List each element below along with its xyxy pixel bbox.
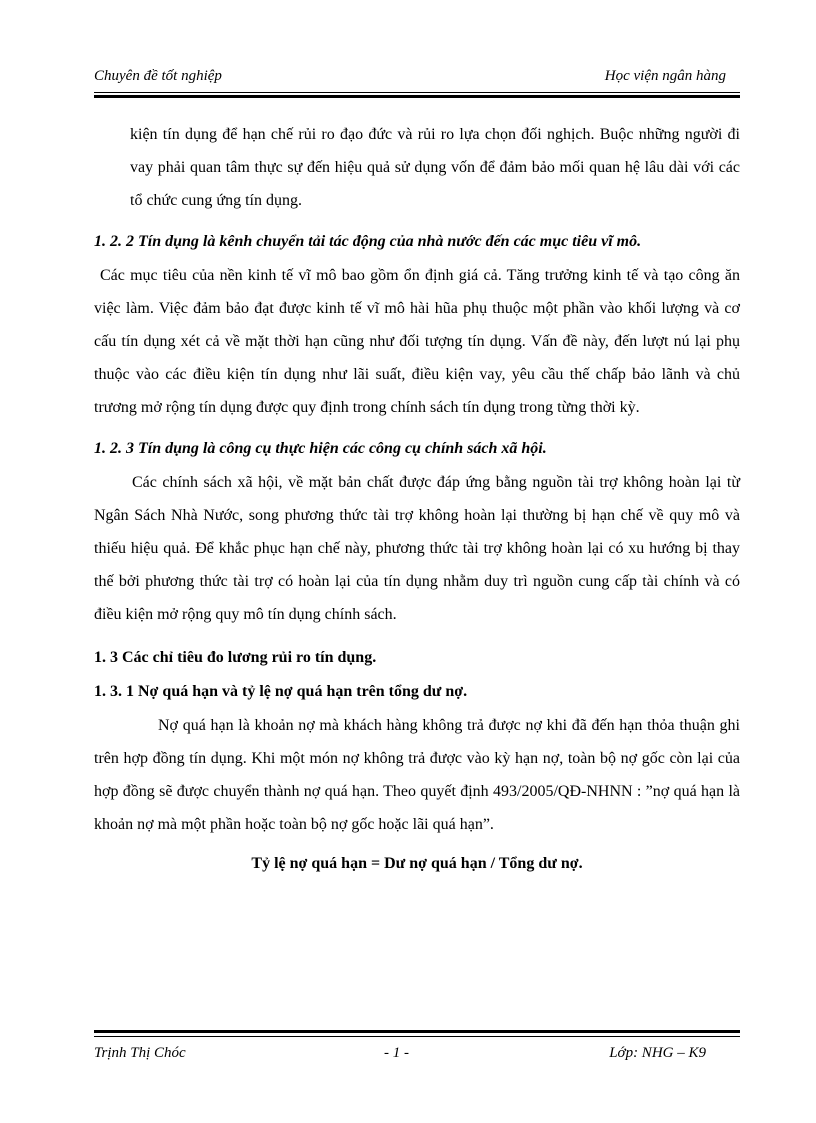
header-rule-thin (94, 92, 740, 93)
footer-rule-thick (94, 1030, 740, 1033)
heading-1-3: 1. 3 Các chỉ tiêu đo lương rủi ro tín dụng. (94, 649, 377, 666)
page-footer (94, 1045, 740, 1067)
heading-1-3-1: 1. 3. 1 Nợ quá hạn và tỷ lệ nợ quá hạn trên tổng dư nợ. (94, 683, 468, 700)
header-institution: Học viện ngân hàng (604, 68, 726, 84)
footer-rule-thin (94, 1036, 740, 1037)
page-header (94, 68, 740, 90)
footer-class: Lớp: NHG – K9 (609, 1045, 706, 1061)
paragraph-intro: kiện tín dụng để hạn chế rủi ro đạo đức và rủi ro lựa chọn đối nghịch. Buộc những người đi vay phải quan tâm thực sự đến hiệu quả sử dụng vốn để đảm bảo mối quan hệ lâu dài với các tổ chức cung ứng tín dụng. (130, 126, 740, 209)
paragraph-1-2-3: Các chính sách xã hội, về mặt bản chất được đáp ứng bằng nguồn tài trợ không hoàn lại từ Ngân Sách Nhà Nước, song phương thức tài trợ không hoàn lại thường bị hạn chế về quy mô và thiếu hiệu quả. Để khắc phục hạn chế này, phương thức tài trợ không hoàn lại có xu hướng bị thay thế bởi phương thức tài trợ có hoàn lại của tín dụng nhằm duy trì nguồn cung cấp tài chính và có điều kiện mở rộng quy mô tín dụng chính sách. (94, 474, 740, 623)
heading-1-2-3: 1. 2. 3 Tín dụng là công cụ thực hiện các công cụ chính sách xã hội. (94, 440, 547, 457)
header-document-type: Chuyên đề tốt nghiệp (94, 68, 222, 84)
header-rule-thick (94, 95, 740, 98)
footer-page-number: - 1 - (384, 1045, 409, 1061)
heading-1-2-2: 1. 2. 2 Tín dụng là kênh chuyển tải tác động của nhà nước đến các mục tiêu vĩ mô. (94, 233, 642, 250)
footer-author: Trịnh Thị Chóc (94, 1045, 186, 1061)
formula-overdue-ratio: Tỷ lệ nợ quá hạn = Dư nợ quá hạn / Tổng dư nợ. (251, 855, 583, 872)
page-body (94, 118, 740, 880)
paragraph-1-2-2: Các mục tiêu của nền kinh tế vĩ mô bao gồm ổn định giá cả. Tăng trưởng kinh tế và tạo công ăn việc làm. Việc đảm bảo đạt được kinh tế vĩ mô hài hũa phụ thuộc một phần vào khối lượng và cơ cấu tín dụng xét cả về mặt thời hạn cũng như đối tượng tín dụng. Vấn đề này, đến lượt nú lại phụ thuộc vào các điều kiện tín dụng như lãi suất, điều kiện vay, yêu cầu thế chấp bảo lãnh và chủ trương mở rộng tín dụng được quy định trong chính sách tín dụng trong từng thời kỳ. (94, 267, 740, 416)
paragraph-1-3-1: Nợ quá hạn là khoản nợ mà khách hàng không trả được nợ khi đã đến hạn thỏa thuận ghi trên hợp đồng tín dụng. Khi một món nợ không trả được vào kỳ hạn nợ, toàn bộ nợ gốc còn lại của hợp đồng sẽ được chuyển thành nợ quá hạn. Theo quyết định 493/2005/QĐ-NHNN : ”nợ quá hạn là khoản nợ mà một phần hoặc toàn bộ nợ gốc hoặc lãi quá hạn”. (94, 717, 740, 833)
